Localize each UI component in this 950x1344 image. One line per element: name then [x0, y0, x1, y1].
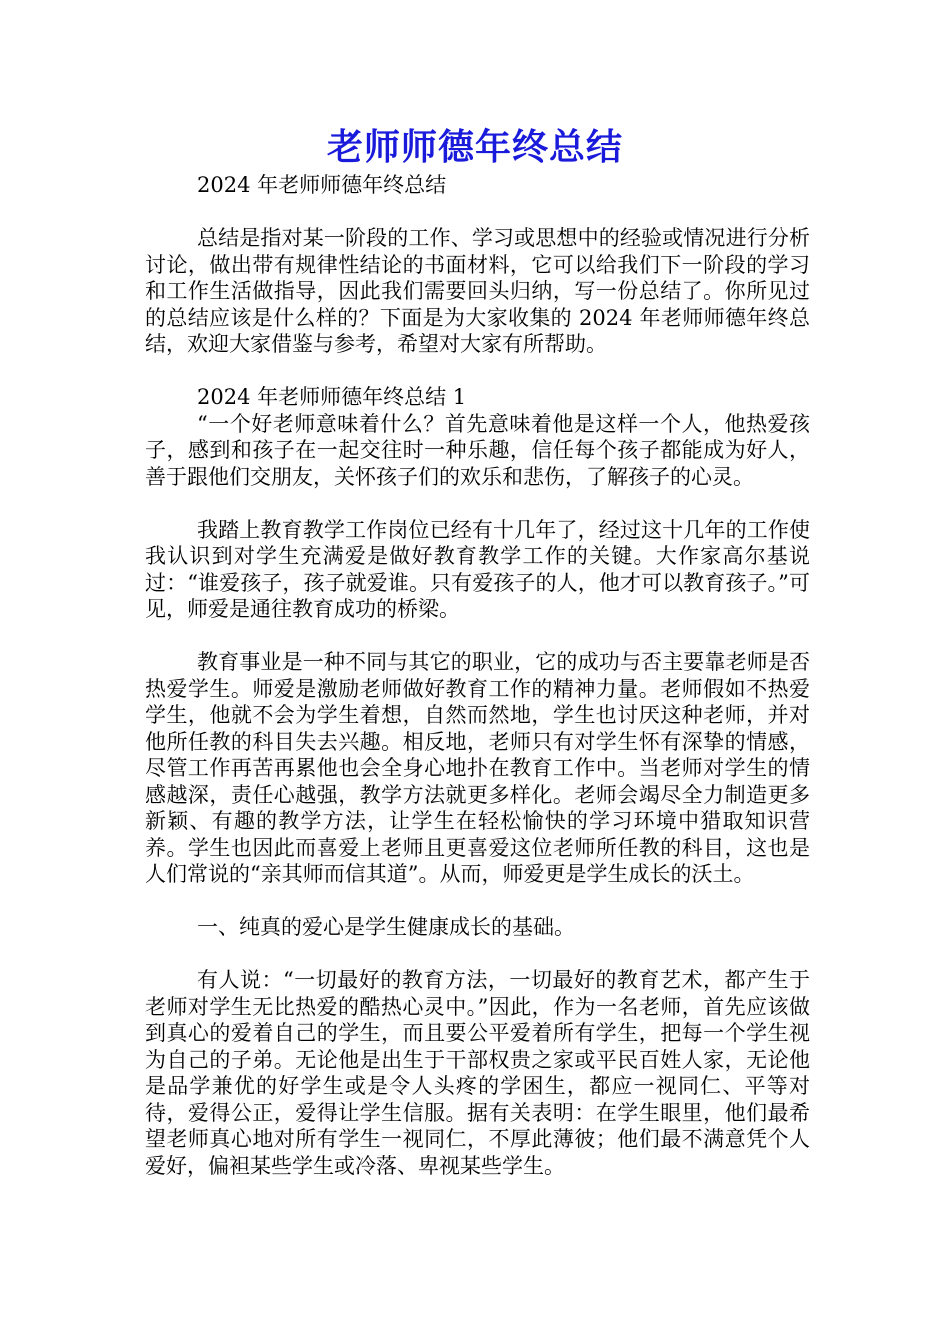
body-paragraph: 有人说：“一切最好的教育方法，一切最好的教育艺术，都产生于老师对学生无比热爱的酷热心灵中。”因此，作为一名老师，首先应该做到真心的爱着自己的学生，而且要公平爱着所有学生，把每一个学生视为自己的子弟。无论他是出生于干部权贵之家或平民百姓人家，无论他是品学兼优的好学生或是令人头疼的学困生，都应一视同仁、平等对待，爱得公正，爱得让学生信服。据有关表明：在学生眼里，他们最希望老师真心地对所有学生一视同仁，不厚此薄彼；他们最不满意凭个人爱好，偏袒某些学生或冷落、卑视某些学生。 [145, 968, 810, 1178]
section-heading: 2024 年老师师德年终总结 1 [197, 385, 467, 409]
body-paragraph: 教育事业是一种不同与其它的职业，它的成功与否主要靠老师是否热爱学生。师爱是激励老师做好教育工作的精神力量。老师假如不热爱学生，他就不会为学生着想，自然而然地，学生也讨厌这种老师，并对他所任教的科目失去兴趣。相反地，老师只有对学生怀有深挚的情感，尽管工作再苦再累他也会全身心地扑在教育工作中。当老师对学生的情感越深，责任心越强，教学方法就更多样化。老师会竭尽全力制造更多新颖、有趣的教学方法，让学生在轻松愉快的学习环境中猎取知识营养。学生也因此而喜爱上老师且更喜爱这位老师所任教的科目，这也是人们常说的“亲其师而信其道”。从而，师爱更是学生成长的沃土。 [145, 650, 810, 886]
paragraph-spacer [145, 941, 810, 968]
body-paragraph: 我踏上教育教学工作岗位已经有十几年了，经过这十几年的工作使我认识到对学生充满爱是做好教育教学工作的关键。大作家高尔基说过：“谁爱孩子，孩子就爱谁。只有爱孩子的人，他才可以教育孩子。”可见，师爱是通往教育成功的桥梁。 [145, 517, 810, 621]
document-body [145, 172, 810, 1179]
subsection-heading: 一、纯真的爱心是学生健康成长的基础。 [197, 915, 575, 939]
paragraph-spacer [145, 490, 810, 517]
subtitle-paragraph: 2024 年老师师德年终总结 [197, 173, 447, 197]
paragraph-spacer [145, 623, 810, 650]
intro-paragraph: 总结是指对某一阶段的工作、学习或思想中的经验或情况进行分析讨论，做出带有规律性结论的书面材料，它可以给我们下一阶段的学习和工作生活做指导，因此我们需要回头归纳，写一份总结了。你所见过的总结应该是什么样的？下面是为大家收集的 2024 年老师师德年终总结，欢迎大家借鉴与参考，希望对大家有所帮助。 [145, 226, 810, 356]
paragraph-spacer [145, 888, 810, 915]
paragraph-spacer [145, 358, 810, 385]
paragraph-spacer [145, 199, 810, 226]
body-paragraph: “一个好老师意味着什么？首先意味着他是这样一个人，他热爱孩子，感到和孩子在一起交往时一种乐趣，信任每个孩子都能成为好人，善于跟他们交朋友，关怀孩子们的欢乐和悲伤，了解孩子的心灵。 [145, 411, 810, 489]
document-title: 老师师德年终总结 [326, 127, 623, 168]
